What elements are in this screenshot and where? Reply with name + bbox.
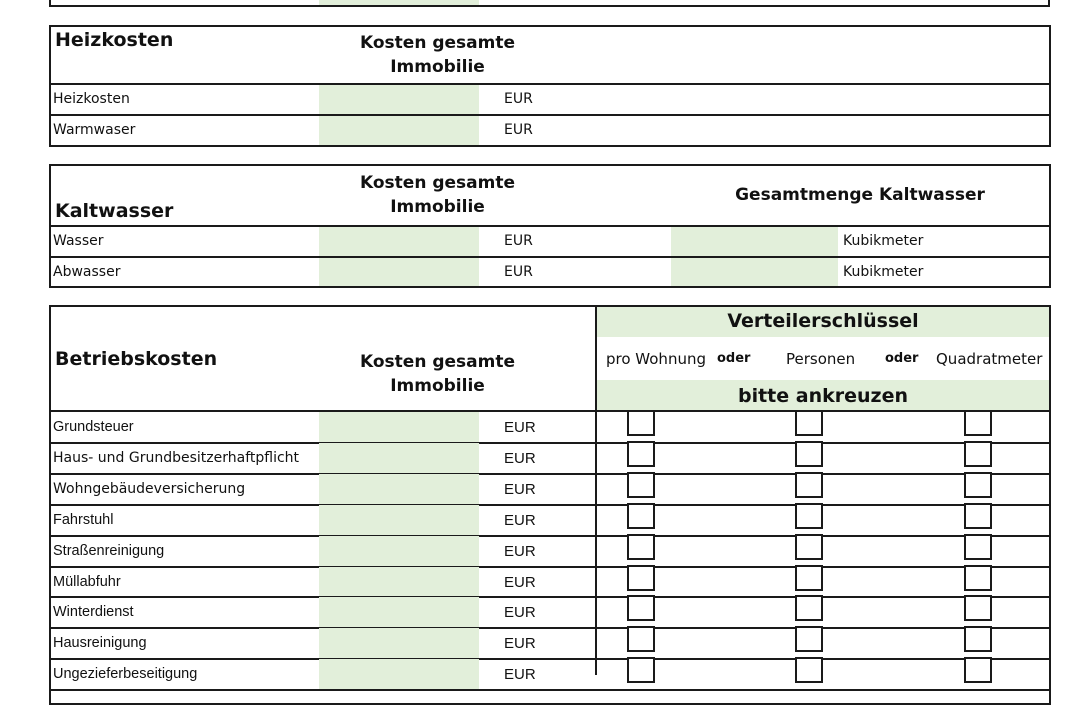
unit-label: EUR bbox=[504, 511, 536, 529]
row-divider bbox=[49, 504, 1051, 506]
cost-input[interactable] bbox=[319, 258, 479, 286]
row-label: Grundsteuer bbox=[53, 419, 134, 435]
unit-label: EUR bbox=[504, 480, 536, 498]
cost-input[interactable] bbox=[319, 116, 479, 145]
checkbox-personen[interactable] bbox=[795, 565, 823, 591]
kaltwasser-amount-header: Gesamtmenge Kaltwasser bbox=[735, 185, 985, 205]
unit-label: EUR bbox=[504, 635, 536, 653]
cost-input[interactable] bbox=[319, 474, 479, 505]
kaltwasser-cost-header bbox=[319, 171, 556, 219]
unit-label: EUR bbox=[504, 604, 536, 622]
row-label: Heizkosten bbox=[53, 91, 130, 107]
betriebskosten-title: Betriebskosten bbox=[55, 348, 218, 370]
amount-input[interactable] bbox=[671, 258, 838, 286]
row-label: Fahrstuhl bbox=[53, 511, 114, 528]
unit-label: EUR bbox=[504, 573, 536, 591]
cost-header-line2: Immobilie bbox=[390, 376, 485, 396]
checkbox-personen[interactable] bbox=[795, 657, 823, 683]
unit-label: EUR bbox=[504, 419, 536, 436]
checkbox-pro-wohnung[interactable] bbox=[627, 595, 655, 621]
heizkosten-title: Heizkosten bbox=[55, 29, 174, 51]
checkbox-personen[interactable] bbox=[795, 472, 823, 498]
row-divider bbox=[49, 114, 1051, 116]
row-label: Winterdienst bbox=[53, 604, 134, 621]
key-option-pro-wohnung: pro Wohnung bbox=[606, 350, 706, 368]
row-label: Warmwaser bbox=[53, 122, 136, 138]
amount-input[interactable] bbox=[671, 227, 838, 256]
checkbox-personen[interactable] bbox=[795, 441, 823, 467]
row-divider bbox=[49, 658, 1051, 660]
row-divider bbox=[49, 627, 1051, 629]
checkbox-quadratmeter[interactable] bbox=[964, 657, 992, 683]
column-divider bbox=[595, 305, 597, 675]
amount-unit-label: Kubikmeter bbox=[843, 233, 924, 249]
checkbox-pro-wohnung[interactable] bbox=[627, 657, 655, 683]
checkbox-personen[interactable] bbox=[795, 410, 823, 436]
row-label: Wohngebäudeversicherung bbox=[53, 480, 246, 497]
row-divider bbox=[49, 535, 1051, 537]
row-divider bbox=[49, 596, 1051, 598]
cost-header-line1: Kosten gesamte bbox=[359, 352, 515, 372]
cost-input[interactable] bbox=[319, 597, 479, 628]
checkbox-pro-wohnung[interactable] bbox=[627, 472, 655, 498]
checkbox-quadratmeter[interactable] bbox=[964, 410, 992, 436]
key-option-quadratmeter: Quadratmeter bbox=[936, 350, 1043, 368]
checkbox-quadratmeter[interactable] bbox=[964, 626, 992, 652]
cost-header-line1: Kosten gesamte bbox=[359, 173, 515, 193]
unit-label: EUR bbox=[504, 233, 533, 249]
key-option-personen: Personen bbox=[786, 350, 856, 368]
row-label: Wasser bbox=[53, 233, 104, 249]
checkbox-quadratmeter[interactable] bbox=[964, 441, 992, 467]
row-divider bbox=[49, 225, 1051, 227]
checkbox-personen[interactable] bbox=[795, 595, 823, 621]
amount-unit-label: Kubikmeter bbox=[843, 264, 924, 280]
row-divider bbox=[49, 256, 1051, 258]
checkbox-quadratmeter[interactable] bbox=[964, 595, 992, 621]
checkbox-pro-wohnung[interactable] bbox=[627, 410, 655, 436]
unit-label: EUR bbox=[504, 264, 533, 280]
row-label: Müllabfuhr bbox=[53, 573, 121, 590]
row-divider bbox=[49, 83, 1051, 85]
row-label: Ungezieferbeseitigung bbox=[53, 666, 198, 683]
row-label: Abwasser bbox=[53, 264, 121, 280]
row-label: Hausreinigung bbox=[53, 635, 147, 652]
unit-label: EUR bbox=[504, 122, 533, 138]
row-label: Straßenreinigung bbox=[53, 542, 165, 559]
row-label: Haus- und Grundbesitzerhaftpflicht bbox=[53, 449, 300, 466]
key-instruction: bitte ankreuzen bbox=[737, 385, 909, 407]
cost-input[interactable] bbox=[319, 443, 479, 474]
unit-label: EUR bbox=[504, 666, 536, 684]
unit-label: EUR bbox=[504, 542, 536, 560]
cost-input[interactable] bbox=[319, 85, 479, 114]
checkbox-personen[interactable] bbox=[795, 534, 823, 560]
table-border bbox=[49, 5, 1050, 7]
heizkosten-cost-header bbox=[319, 31, 556, 79]
row-divider bbox=[49, 566, 1051, 568]
checkbox-pro-wohnung[interactable] bbox=[627, 565, 655, 591]
checkbox-quadratmeter[interactable] bbox=[964, 503, 992, 529]
key-header: Verteilerschlüssel bbox=[727, 310, 919, 332]
row-divider bbox=[49, 689, 1051, 691]
key-separator: oder bbox=[885, 351, 919, 366]
checkbox-pro-wohnung[interactable] bbox=[627, 503, 655, 529]
checkbox-pro-wohnung[interactable] bbox=[627, 534, 655, 560]
unit-label: EUR bbox=[504, 449, 536, 467]
key-separator: oder bbox=[717, 351, 751, 366]
cost-input[interactable] bbox=[319, 412, 479, 443]
kaltwasser-title: Kaltwasser bbox=[55, 200, 174, 222]
checkbox-personen[interactable] bbox=[795, 626, 823, 652]
checkbox-pro-wohnung[interactable] bbox=[627, 626, 655, 652]
checkbox-quadratmeter[interactable] bbox=[964, 472, 992, 498]
unit-label: EUR bbox=[504, 91, 533, 107]
row-divider bbox=[49, 473, 1051, 475]
row-divider bbox=[49, 442, 1051, 444]
cost-header-line2: Immobilie bbox=[390, 197, 485, 217]
cost-header-line1: Kosten gesamte bbox=[359, 33, 515, 53]
cost-input[interactable] bbox=[319, 227, 479, 256]
checkbox-personen[interactable] bbox=[795, 503, 823, 529]
row-divider bbox=[49, 410, 1051, 412]
betriebskosten-cost-header bbox=[319, 350, 556, 398]
cost-input[interactable] bbox=[319, 505, 479, 536]
cost-input[interactable] bbox=[319, 536, 479, 567]
checkbox-quadratmeter[interactable] bbox=[964, 534, 992, 560]
cost-header-line2: Immobilie bbox=[390, 57, 485, 77]
checkbox-pro-wohnung[interactable] bbox=[627, 441, 655, 467]
checkbox-quadratmeter[interactable] bbox=[964, 565, 992, 591]
cost-input[interactable] bbox=[319, 628, 479, 659]
cost-input[interactable] bbox=[319, 567, 479, 598]
